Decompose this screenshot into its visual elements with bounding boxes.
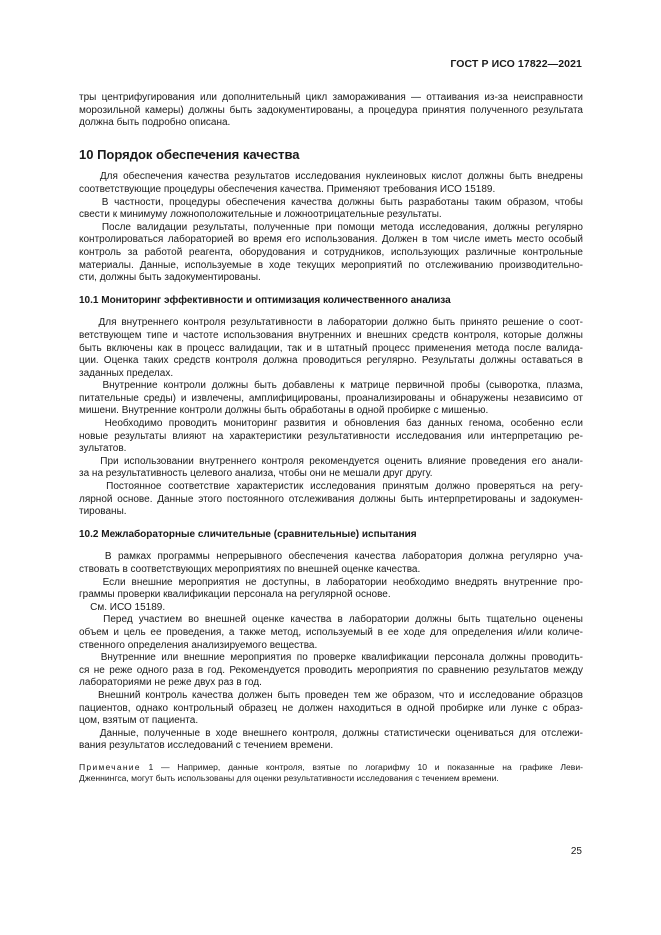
text-line: новые результаты влияют на характеристики результативности исследования или интерпретацию ре- bbox=[79, 430, 583, 442]
section-10-2-heading: 10.2 Межлабораторные сличительные (сравнительные) испытания bbox=[79, 528, 417, 540]
text-line: Внутренние или внешние мероприятия по проверке квалификации персонала должны проводить- bbox=[79, 652, 583, 664]
text-line: Для внутреннего контроля результативности в лаборатории должно быть принято решение о соот- bbox=[79, 317, 583, 329]
text-line: ствовать в соответствующих мероприятиях по внешней оценке качества. bbox=[79, 564, 421, 575]
page-body bbox=[79, 92, 583, 785]
note-text: 1 — Например, данные контроля, взятые по логарифму 10 и показанные на графике Леви- bbox=[140, 761, 583, 772]
intro-paragraph bbox=[79, 92, 583, 130]
text-line: питательные среды) и извлечены, амплифицированы, проанализированы и обнаружены независимо от bbox=[79, 392, 583, 404]
text-line: ции. Оценка таких средств контроля должна проводиться регулярно. Результаты должны оставаться в bbox=[79, 355, 583, 367]
paragraph bbox=[79, 652, 583, 690]
text-line: Перед участием во внешней оценке качества в лаборатории должны быть тщательно оценены bbox=[79, 614, 583, 626]
text-line: зультатов. bbox=[79, 443, 127, 455]
text-line: После валидации результаты, полученные при помощи метода исследования, должны регулярно bbox=[79, 221, 583, 233]
text-line: При использовании внутреннего контроля рекомендуется оценить влияние проведения его анали- bbox=[79, 455, 583, 467]
paragraph bbox=[79, 197, 583, 222]
text-line: В рамках программы непрерывного обеспечения качества лаборатория должна регулярно уча- bbox=[79, 551, 583, 563]
text-line: тированы. bbox=[79, 506, 127, 518]
paragraph bbox=[79, 456, 583, 481]
note-label: Примечание bbox=[79, 761, 141, 772]
text-line: объем и цель ее проведения, а также метод, используемый в ее ходе для определения и/или количе- bbox=[79, 626, 583, 638]
page-number: 25 bbox=[570, 846, 582, 857]
text-line: морозильной камеры) должны быть задокументированы, а процедура принятия полученного результата bbox=[79, 104, 583, 116]
text-line: тры центрифугирования или дополнительный цикл замораживания — оттаивания из-за неисправности bbox=[79, 92, 583, 103]
text-line: за на результативность целевого анализа, чтобы они не мешали друг другу. bbox=[79, 468, 433, 480]
paragraph bbox=[79, 614, 583, 652]
text-line: соответствующие процедуры обеспечения качества. Применяют требования ИСО 15189. bbox=[79, 183, 496, 195]
text-line: вания результатов исследований с течением времени. bbox=[79, 740, 334, 752]
note-line bbox=[79, 762, 583, 773]
text-line: Постоянное соответствие характеристик исследования принятым должно проверяться на регу- bbox=[79, 481, 583, 493]
section-10-body bbox=[79, 171, 583, 284]
text-line: В частности, процедуры обеспечения качества должны быть разработаны таким образом, чтобы bbox=[79, 196, 583, 208]
paragraph bbox=[79, 481, 583, 519]
text-line: контролироваться лабораторией во время его использования. Должен в том числе иметь место особый bbox=[79, 234, 583, 246]
text-line: См. ИСО 15189. bbox=[79, 601, 166, 613]
text-line: сти, должны быть задокументированы. bbox=[79, 272, 261, 284]
paragraph bbox=[79, 171, 583, 196]
paragraph bbox=[79, 602, 583, 615]
text-line: заданных пределах. bbox=[79, 367, 174, 379]
paragraph bbox=[79, 222, 583, 285]
standard-header: ГОСТ Р ИСО 17822—2021 bbox=[450, 58, 582, 70]
text-line: лярной основе. Данные этого постоянного отслеживания должны быть интерпретированы и задокумен- bbox=[79, 493, 583, 505]
section-10-2-body bbox=[79, 551, 583, 753]
text-line: граммы проверки квалификации персонала на регулярной основе. bbox=[79, 589, 391, 601]
paragraph bbox=[79, 551, 583, 576]
text-line: Если внешние мероприятия не доступны, в лаборатории необходимо внедрять внутренние про- bbox=[79, 576, 583, 588]
section-10-1-body bbox=[79, 317, 583, 519]
text-line: материалы. Данные, используемые в ходе текущих мероприятий по отслеживанию производительно- bbox=[79, 259, 583, 271]
text-line: пациентов, однако контрольный образец не должен находиться в одной пробирке или лунке с образ- bbox=[79, 702, 583, 714]
text-line: Необходимо проводить мониторинг развития и обновления баз данных генома, особенно если bbox=[79, 418, 583, 430]
text-line: Внутренние контроли должны быть добавлены к матрице первичной пробы (сыворотка, плазма, bbox=[79, 380, 583, 392]
text-line: Данные, полученные в ходе внешнего контроля, должны статистически оцениваться для отслежи- bbox=[79, 727, 583, 739]
text-line: контроль за работой реагента, оборудования и сотрудников, использующих различные контрольные bbox=[79, 246, 583, 258]
text-line: Для обеспечения качества результатов исследования нуклеиновых кислот должны быть внедрены bbox=[79, 171, 583, 183]
paragraph bbox=[79, 317, 583, 380]
text-line: Внешний контроль качества должен быть проведен тем же образом, что и исследование образцов bbox=[79, 689, 583, 701]
paragraph bbox=[79, 577, 583, 602]
section-10-1-heading: 10.1 Мониторинг эффективности и оптимизация количественного анализа bbox=[79, 294, 451, 306]
paragraph bbox=[79, 418, 583, 456]
note-line: Дженнингса, могут быть использованы для оценки результативности исследования с течением времени. bbox=[79, 773, 499, 784]
text-line: ся не реже одного раза в год. Рекомендуется проводить мероприятия по сравнению результатов между bbox=[79, 664, 583, 676]
section-10-heading: 10 Порядок обеспечения качества bbox=[79, 146, 300, 162]
text-line: цом, взятым от пациента. bbox=[79, 715, 199, 727]
text-line: лабораториями не реже двух раз в год. bbox=[79, 677, 262, 689]
text-line: мишени. Внутренние контроли должны быть обработаны в одной пробирке с мишенью. bbox=[79, 405, 489, 417]
text-line: свести к минимуму ложноположительные и ложноотрицательные результаты. bbox=[79, 209, 442, 221]
paragraph bbox=[79, 690, 583, 728]
text-line: ственного определения анализируемого вещества. bbox=[79, 639, 318, 651]
text-line: ветствующем типе и частоте использования внутренних и внешних средств контроля, которые должны bbox=[79, 329, 583, 341]
text-line: быть включены как в процесс валидации, так и в штатный процесс применения метода после валида- bbox=[79, 342, 583, 354]
paragraph bbox=[79, 380, 583, 418]
note-block bbox=[79, 762, 583, 785]
paragraph bbox=[79, 728, 583, 753]
text-line: должна быть подробно описана. bbox=[79, 117, 231, 129]
